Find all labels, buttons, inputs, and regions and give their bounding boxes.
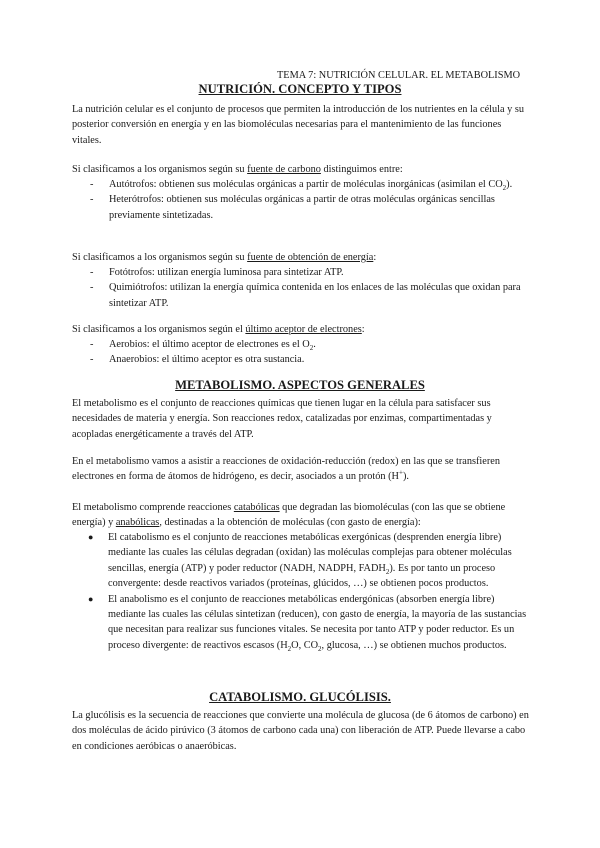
carbon-source-paragraph xyxy=(72,162,532,177)
glycolysis-paragraph: La glucólisis es la secuencia de reacciones que convierte una molécula de glucosa (de 6 átomos de carbono) en dos moléculas de ácido pirúvico (3 átomos de carbono cada una) con liberación de ATP. Puede llevarse a cabo en condiciones aeróbicas o anaeróbicas. xyxy=(72,710,529,752)
subscript: 2 xyxy=(309,344,314,353)
list-item xyxy=(72,265,532,280)
text: : xyxy=(361,324,365,335)
energy-source-list xyxy=(72,265,532,311)
item-text: Fotótrofos: utilizan energía luminosa para sintetizar ATP. xyxy=(109,267,344,278)
list-item xyxy=(72,192,532,223)
dash-marker: - xyxy=(90,179,94,190)
energy-source-paragraph xyxy=(72,250,532,265)
item-text-end: . xyxy=(313,339,316,350)
text: distinguimos entre: xyxy=(320,164,403,175)
keyword-anabolicas: anabólicas xyxy=(115,517,160,529)
item-text: Anaerobios: el último aceptor es otra sustancia. xyxy=(109,354,305,366)
item-text-end: , glucosa, …) se obtienen muchos productos. xyxy=(321,639,507,651)
list-item xyxy=(72,177,532,192)
item-text-end: ). Es por tanto un proceso convergente: desde reactivos variados (proteínas, glúcidos, …) se obtienen pocos productos. xyxy=(108,562,496,590)
keyword-carbon-source: fuente de carbono xyxy=(247,164,321,175)
item-text: El catabolismo es el conjunto de reacciones metabólicas exergónicas (desprenden energía libre) mediante las cuales las células degradan (oxidan) las moléculas complejas para obtener moléculas sencillas, energía (ATP) y poder reductor (NADH, NADPH, FADH xyxy=(108,532,512,574)
list-item xyxy=(72,280,532,311)
dash-marker: - xyxy=(90,354,94,366)
metabolism-definition-paragraph: El metabolismo es el conjunto de reacciones químicas que tienen lugar en la célula para satisfacer sus necesidades de materia y energía. Son reacciones redox, catalizadas por enzimas, compartimentadas y acopladas energéticamente a través del ATP. xyxy=(72,398,492,440)
text: Si clasificamos a los organismos según el xyxy=(72,324,246,335)
subscript: 2 xyxy=(502,184,507,193)
dash-marker: - xyxy=(90,282,94,294)
item-text: Quimiótrofos: utilizan la energía química contenida en los enlaces de las moléculas que oxidan para sintetizar ATP. xyxy=(109,282,521,309)
dash-marker: - xyxy=(90,267,94,278)
item-text-end: ). xyxy=(506,179,513,190)
text: En el metabolismo vamos a asistir a reacciones de oxidación-reducción (redox) en las que se transfieren electrones en forma de átomos de hidrógeno, es decir, asociados a un protón (H xyxy=(72,456,501,483)
text: El metabolismo comprende reacciones xyxy=(72,502,234,513)
electron-acceptor-paragraph xyxy=(72,322,532,337)
list-item-catabolismo xyxy=(72,530,532,592)
section-title-nutricion: NUTRICIÓN. CONCEPTO Y TIPOS xyxy=(198,82,402,96)
intro-paragraph: La nutrición celular es el conjunto de procesos que permiten la introducción de los nutrientes en la célula y su posterior conversión en energía y en las biomoléculas necesarias para el mantenimiento de las funciones vitales. xyxy=(72,104,525,146)
catabolic-anabolic-paragraph xyxy=(72,500,532,531)
carbon-source-list xyxy=(72,177,532,223)
text: Si clasificamos a los organismos según su xyxy=(72,252,248,263)
keyword-electron-acceptor: último aceptor de electrones xyxy=(245,324,362,335)
keyword-energy-source: fuente de obtención de energía xyxy=(247,252,374,263)
dash-marker: - xyxy=(90,194,94,206)
text: ). xyxy=(402,471,409,483)
bullet-marker: ● xyxy=(88,593,94,604)
item-text: Autótrofos: obtienen sus moléculas orgánicas a partir de moléculas inorgánicas (asimilan el CO xyxy=(109,179,503,190)
subscript: 2 xyxy=(385,567,390,576)
electron-acceptor-list xyxy=(72,337,532,368)
text: , destinadas a la obtención de moléculas (con gasto de energía): xyxy=(159,517,421,529)
metabolism-bullet-list xyxy=(72,530,532,653)
list-item-anabolismo xyxy=(72,592,532,654)
item-text: Heterótrofos: obtienen sus moléculas orgánicas a partir de otras moléculas orgánicas sencillas previamente sintetizadas. xyxy=(109,194,495,221)
list-item xyxy=(72,337,532,352)
subscript: 2 xyxy=(318,644,322,653)
redox-paragraph xyxy=(72,454,532,485)
item-text: Aerobios: el último aceptor de electrones es el O xyxy=(109,339,310,350)
keyword-catabolicas: catabólicas xyxy=(233,502,280,513)
page-header: TEMA 7: NUTRICIÓN CELULAR. EL METABOLISMO xyxy=(277,70,521,81)
section-title-metabolismo: METABOLISMO. ASPECTOS GENERALES xyxy=(175,378,425,392)
list-item xyxy=(72,352,532,367)
subscript: 2 xyxy=(287,644,292,653)
text: : xyxy=(373,252,377,263)
dash-marker: - xyxy=(90,339,94,350)
item-text: O, CO xyxy=(291,639,319,651)
text: que degradan las biomoléculas (con las que se obtiene energía) y xyxy=(72,502,506,529)
bullet-marker: ● xyxy=(88,532,94,542)
superscript: + xyxy=(398,468,403,477)
section-title-glucolisis: CATABOLISMO. GLUCÓLISIS. xyxy=(209,690,391,704)
text: Si clasificamos a los organismos según su xyxy=(72,164,248,175)
item-text: El anabolismo es el conjunto de reacciones metabólicas endergónicas (absorben energía libre) mediante las cuales las células sintetizan (reducen), con gasto de energía, la mayoría de las sustancias que necesitan para realizar sus funciones vitales. Se necesita por tanto ATP y poder reductor. Es un proceso divergente: de reactivos escasos (H xyxy=(108,593,527,651)
